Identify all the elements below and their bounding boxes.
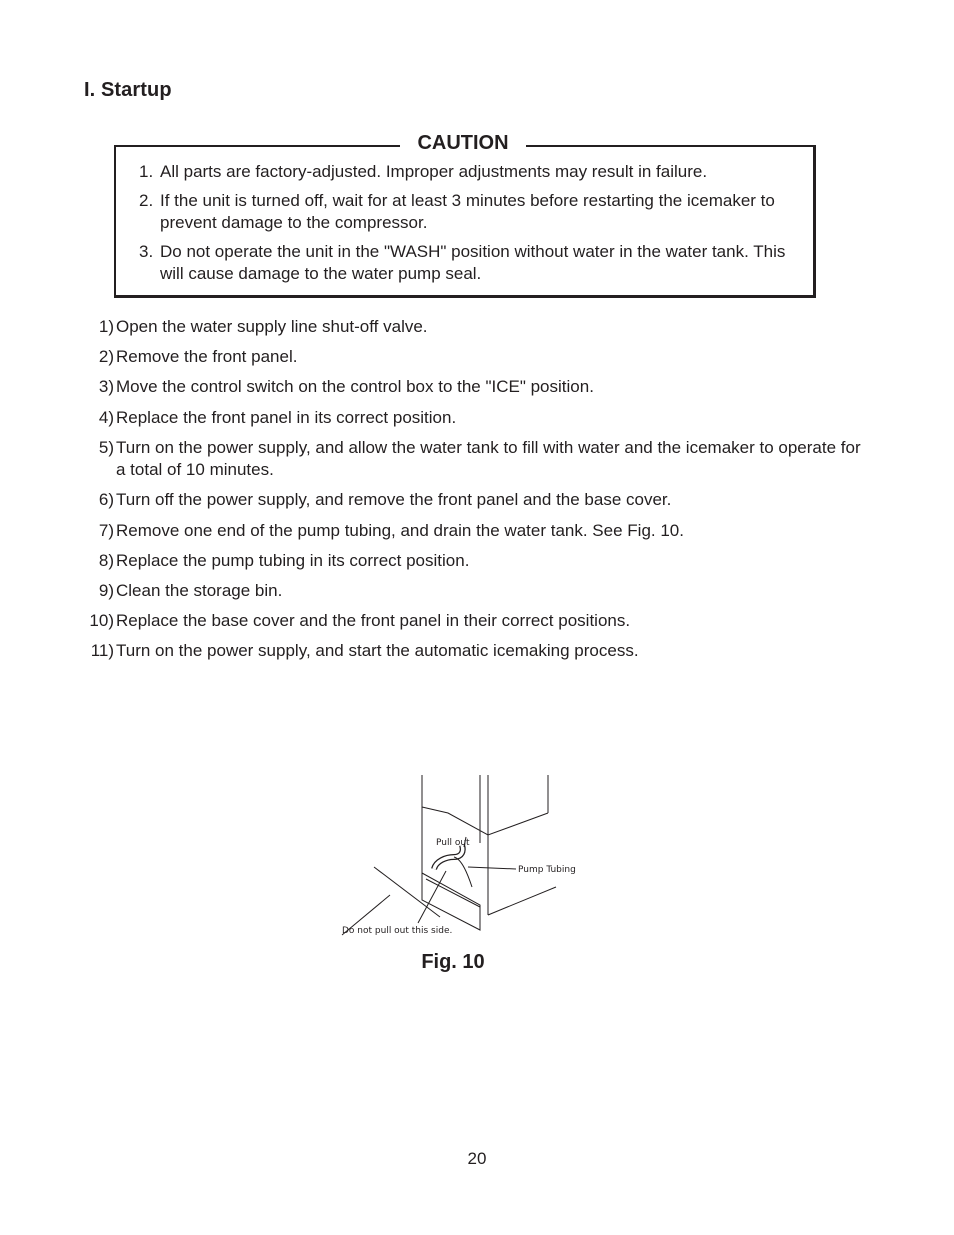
caution-item	[139, 161, 799, 184]
step-item	[84, 489, 864, 512]
step-number: 6)	[98, 490, 114, 510]
page-number: 20	[467, 1149, 487, 1168]
step-number: 8)	[98, 550, 114, 570]
caution-item-text: Do not operate the unit in the "WASH" position without water in the water tank. This will cause damage to the water pump seal.	[160, 241, 786, 283]
step-number: 2)	[98, 347, 114, 367]
base-top-rim	[422, 807, 548, 835]
step-text: Remove one end of the pump tubing, and drain the water tank. See Fig. 10.	[116, 520, 684, 540]
step-item	[84, 346, 864, 369]
step-number: 7)	[98, 520, 114, 540]
step-text: Replace the front panel in its correct position.	[116, 407, 457, 427]
step-number: 9)	[98, 581, 114, 600]
step-text: Turn off the power supply, and remove the front panel and the base cover.	[116, 490, 672, 510]
do-not-pull-label: Do not pull out this side.	[342, 926, 453, 936]
caution-item-number: 2.	[139, 190, 154, 210]
step-number: 3)	[98, 377, 114, 397]
caution-item	[139, 241, 799, 286]
section-title: I. Startup	[84, 79, 172, 101]
step-item	[84, 520, 864, 543]
startup-steps-list	[84, 316, 864, 671]
pump-tubing-leader	[468, 867, 516, 869]
step-item	[84, 610, 864, 633]
pump-tubing-illustration	[338, 775, 586, 937]
step-text: Clean the storage bin.	[116, 581, 283, 600]
step-item	[84, 550, 864, 573]
side-panel-bottom	[488, 887, 556, 915]
caution-item-number: 1.	[139, 162, 154, 181]
step-number: 5)	[98, 437, 114, 457]
step-text: Turn on the power supply, and start the automatic icemaking process.	[116, 641, 639, 661]
step-text: Move the control switch on the control box to the "ICE" position.	[116, 377, 594, 397]
step-number: 11)	[90, 641, 114, 661]
step-text: Replace the base cover and the front panel in their correct positions.	[116, 611, 631, 631]
pump-tubing-label: Pump Tubing	[518, 865, 576, 875]
step-item	[84, 407, 864, 430]
pump-tubing-shape	[454, 857, 472, 887]
caution-item	[139, 190, 799, 235]
step-item	[84, 437, 864, 482]
step-item	[84, 316, 864, 339]
caution-item-text: If the unit is turned off, wait for at least 3 minutes before restarting the icemaker to prevent damage to the compressor.	[160, 190, 775, 232]
step-item	[84, 580, 864, 603]
floor-line	[374, 867, 440, 917]
step-number: 1)	[98, 317, 114, 336]
caution-heading: CAUTION	[400, 130, 526, 156]
caution-list	[139, 161, 799, 292]
step-number: 4)	[98, 407, 114, 427]
step-item	[84, 376, 864, 399]
step-text: Open the water supply line shut-off valve.	[116, 317, 428, 336]
caution-item-number: 3.	[139, 241, 154, 261]
figure-caption: Fig. 10	[421, 951, 485, 973]
step-text: Remove the front panel.	[116, 347, 298, 367]
step-number: 10)	[89, 611, 114, 631]
pull-out-label: Pull out	[436, 838, 470, 848]
step-text: Turn on the power supply, and allow the water tank to fill with water and the icemaker to operate for a total of 10 minutes.	[116, 437, 861, 480]
step-text: Replace the pump tubing in its correct position.	[116, 550, 470, 570]
step-item	[84, 640, 864, 663]
caution-item-text: All parts are factory-adjusted. Improper adjustments may result in failure.	[160, 162, 708, 181]
